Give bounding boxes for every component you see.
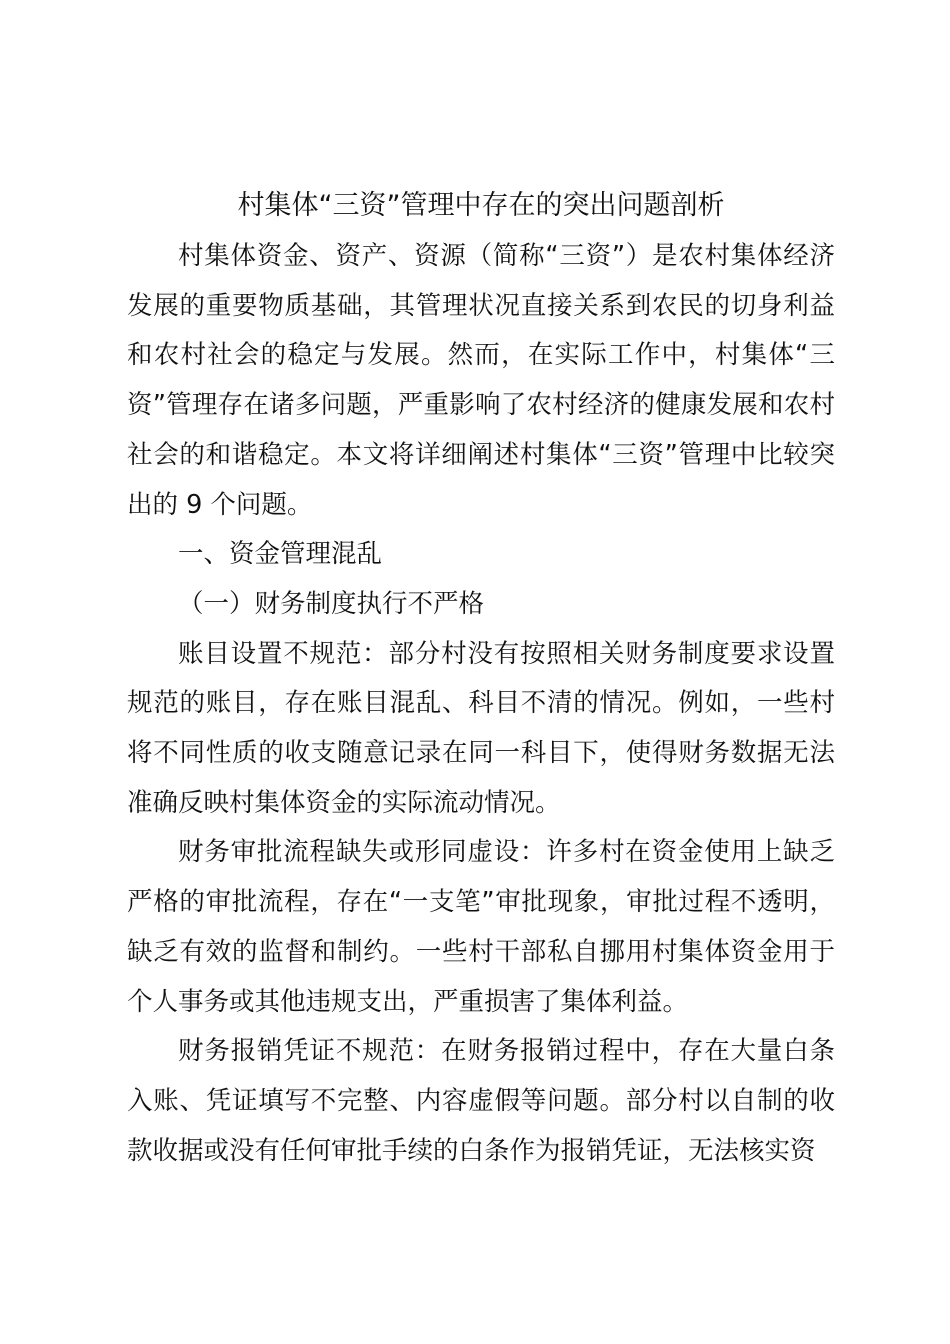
vouchers-paragraph: 财务报销凭证不规范：在财务报销过程中，存在大量白条入账、凭证填写不完整、内容虚假等问题。部分村以自制的收款收据或没有任何审批手续的白条作为报销凭证，无法核实资 [127,1036,835,1166]
document-title: 村集体“三资”管理中存在的突出问题剖析 [237,190,725,221]
approval-paragraph: 财务审批流程缺失或形同虚设：许多村在资金使用上缺乏严格的审批流程，存在“一支笔”审批现象，审批过程不透明，缺乏有效的监督和制约。一些村干部私自挪用村集体资金用于个人事务或其他违规支出，严重损害了集体利益。 [127,837,835,1017]
accounts-paragraph: 账目设置不规范：部分村没有按照相关财务制度要求设置规范的账目，存在账目混乱、科目不清的情况。例如，一些村将不同性质的收支随意记录在同一科目下，使得财务数据无法准确反映村集体资金的实际流动情况。 [127,638,835,818]
intro-paragraph: 村集体资金、资产、资源（简称“三资”）是农村集体经济发展的重要物质基础，其管理状况直接关系到农民的切身利益和农村社会的稳定与发展。然而，在实际工作中，村集体“三资”管理存在诸多问题，严重影响了农村经济的健康发展和农村社会的和谐稳定。本文将详细阐述村集体“三资”管理中比较突出的 9 个问题。 [127,241,835,520]
document-body [127,180,835,1176]
section-heading-1: 一、资金管理混乱 [178,539,383,570]
subsection-heading-1: （一）财务制度执行不严格 [178,588,485,619]
